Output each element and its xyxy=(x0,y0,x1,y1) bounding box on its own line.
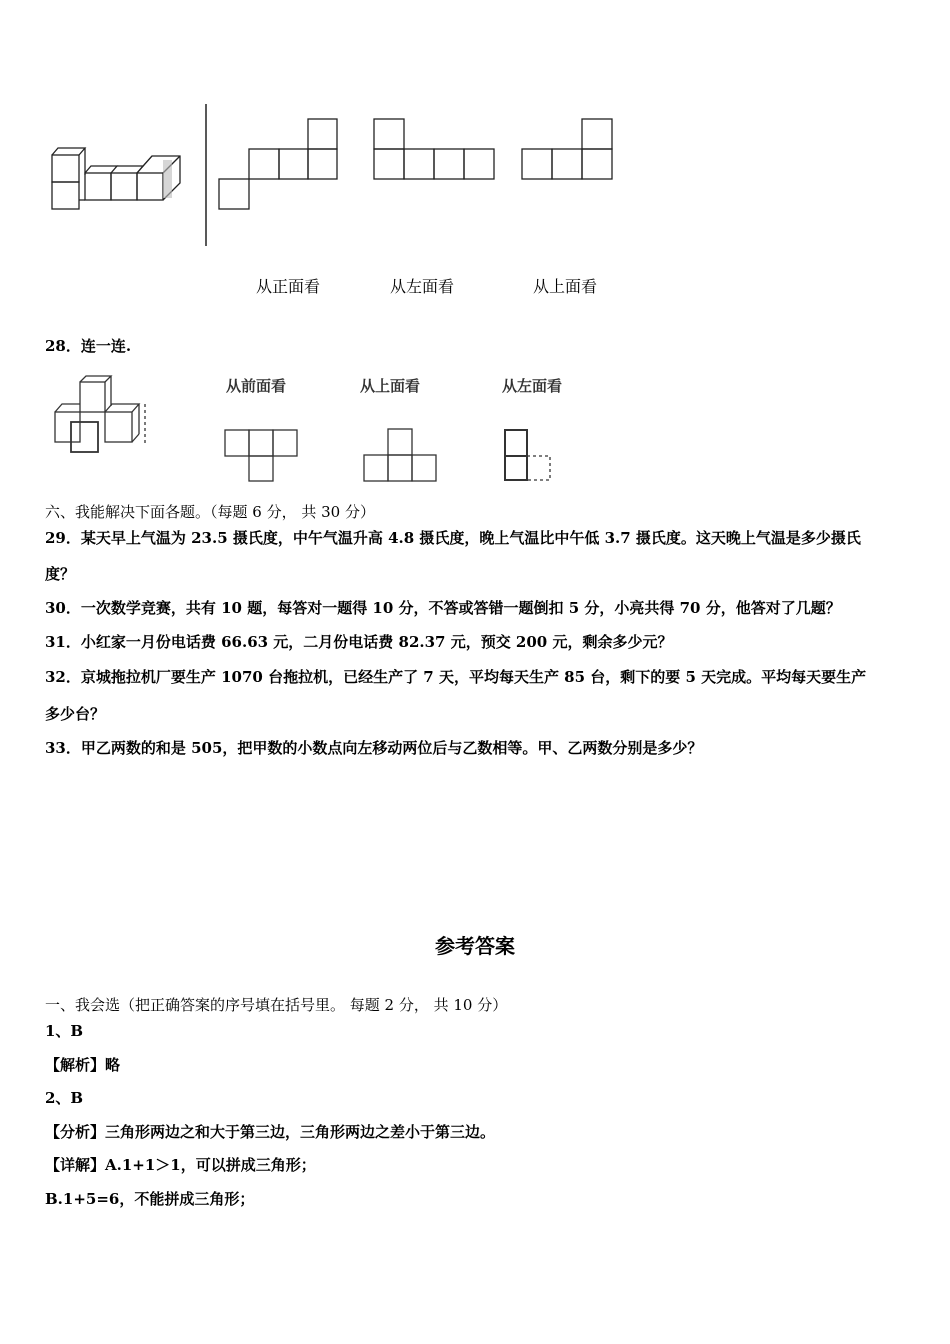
answer-2-analysis: 【分析】三角形两边之和大于第三边，三角形两边之差小于第三边。 xyxy=(45,1123,496,1141)
section-6-heading: 六、我能解决下面各题。（每题 6 分， 共 30 分） xyxy=(45,503,375,521)
answer-2-detail: 【详解】A.1+1＞1，可以拼成三角形； xyxy=(45,1156,316,1174)
cube-figure-1 xyxy=(0,0,950,260)
answer-1-analysis: 【解析】略 xyxy=(45,1056,121,1074)
answers-section-1-heading: 一、我会选（把正确答案的序号填在括号里。 每题 2 分， 共 10 分） xyxy=(45,996,508,1014)
question-29-line-1: 29．某天早上气温为 23.5 摄氏度，中午气温升高 4.8 摄氏度，晚上气温比中午低 3.7 摄氏度。这天晚上气温是多少摄氏 xyxy=(45,529,861,547)
view-label-top-28: 从上面看 xyxy=(360,377,421,395)
question-31: 31．小红家一月份电话费 66.63 元，二月份电话费 82.37 元，预交 200 元，剩余多少元？ xyxy=(45,633,673,651)
answer-1: 1、B xyxy=(45,1022,84,1040)
view-label-left: 从左面看 xyxy=(390,277,455,296)
shaded-side xyxy=(163,160,172,198)
view-label-left-28: 从左面看 xyxy=(502,377,563,395)
view-label-front: 从正面看 xyxy=(256,277,321,296)
question-28-title: 28．连一连. xyxy=(45,337,132,355)
view-label-front-28: 从前面看 xyxy=(226,377,287,395)
cube-figure-28 xyxy=(0,370,950,490)
question-29-line-2: 度？ xyxy=(45,565,76,583)
answer-2: 2、B xyxy=(45,1089,84,1107)
view-label-top: 从上面看 xyxy=(533,277,598,296)
answers-title: 参考答案 xyxy=(435,934,515,958)
question-30: 30．一次数学竞赛，共有 10 题，每答对一题得 10 分，不答或答错一题倒扣 5 分，小亮共得 70 分，他答对了几题？ xyxy=(45,599,841,617)
question-33: 33．甲乙两数的和是 505，把甲数的小数点向左移动两位后与乙数相等。甲、乙两数分别是多少？ xyxy=(45,739,703,757)
answer-2-option-b: B.1+5=6，不能拼成三角形； xyxy=(45,1190,255,1208)
question-32-line-1: 32．京城拖拉机厂要生产 1070 台拖拉机，已经生产了 7 天，平均每天生产 85 台，剩下的要 5 天完成。平均每天要生产 xyxy=(45,668,867,686)
question-32-line-2: 多少台？ xyxy=(45,705,106,723)
